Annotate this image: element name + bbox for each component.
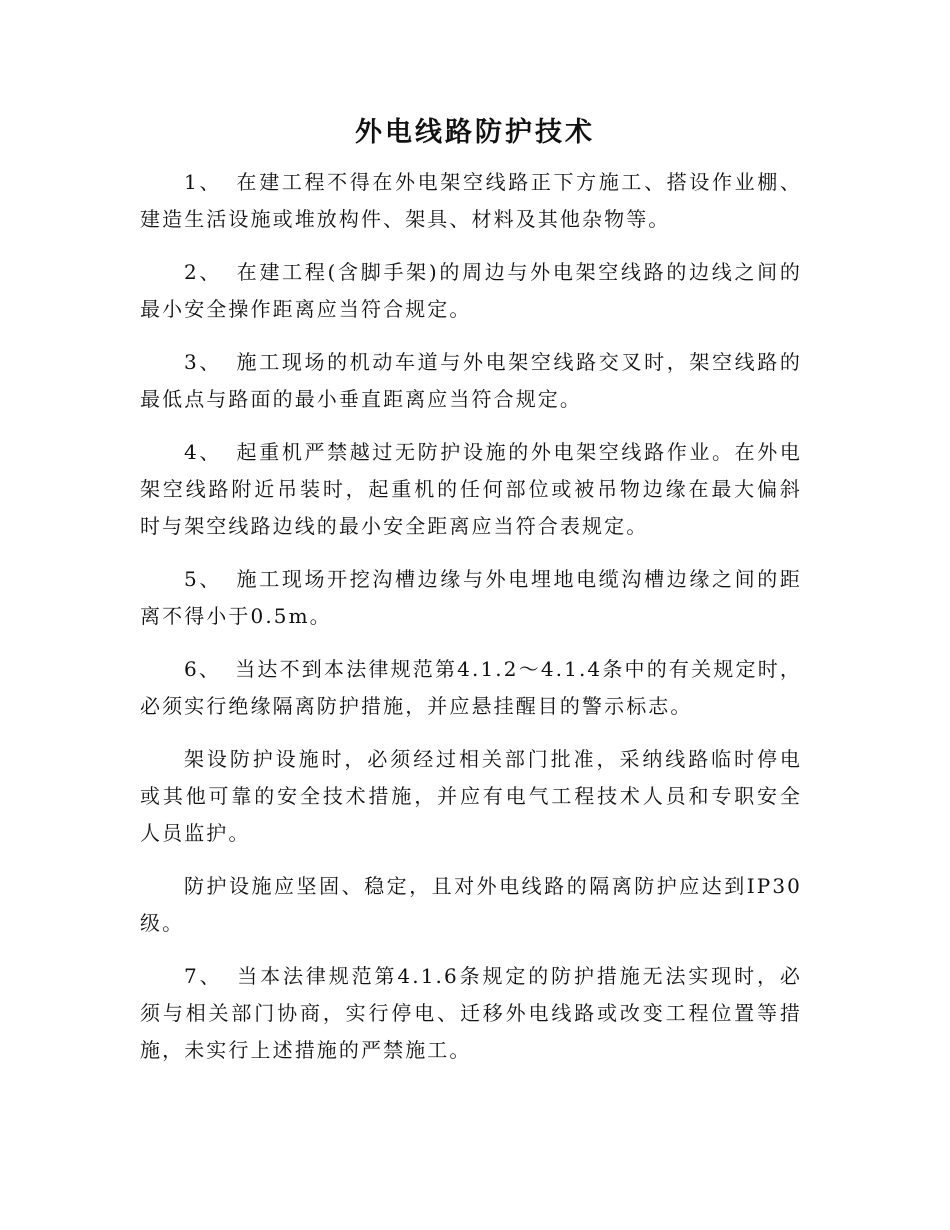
paragraph-number: 4、 (184, 440, 223, 464)
paragraph-5 (140, 561, 802, 635)
paragraph-number: 2、 (184, 260, 223, 284)
paragraph-4 (140, 434, 802, 545)
paragraph-7 (140, 958, 802, 1069)
paragraph-number: 3、 (184, 350, 223, 374)
paragraph-6 (140, 651, 802, 725)
paragraph-text: 在建工程(含脚手架)的周边与外电架空线路的边线之间的最小安全操作距离应当符合规定。 (140, 260, 802, 321)
document-title: 外电线路防护技术 (355, 117, 595, 148)
paragraph-text: 施工现场开挖沟槽边缘与外电埋地电缆沟槽边缘之间的距离不得小于0.5m。 (140, 567, 802, 628)
paragraph-text: 架设防护设施时，必须经过相关部门批准，采纳线路临时停电或其他可靠的安全技术措施，并应有电气工程技术人员和专职安全人员监护。 (140, 747, 802, 845)
paragraph-number: 1、 (184, 170, 223, 194)
paragraph-text: 施工现场的机动车道与外电架空线路交叉时，架空线路的最低点与路面的最小垂直距离应当符合规定。 (140, 350, 802, 411)
paragraph-text: 在建工程不得在外电架空线路正下方施工、搭设作业棚、建造生活设施或堆放构件、架具、材料及其他杂物等。 (140, 170, 802, 231)
paragraph-text: 防护设施应坚固、稳定，且对外电线路的隔离防护应达到IP30级。 (140, 874, 802, 935)
paragraph-text: 当本法律规范第4.1.6条规定的防护措施无法实现时，必须与相关部门协商，实行停电、迁移外电线路或改变工程位置等措施，未实行上述措施的严禁施工。 (140, 964, 802, 1062)
paragraph-6-sub-1 (140, 741, 802, 852)
paragraph-number: 5、 (184, 567, 223, 591)
paragraph-2 (140, 254, 802, 328)
paragraph-text: 当达不到本法律规范第4.1.2～4.1.4条中的有关规定时，必须实行绝缘隔离防护措施，并应悬挂醒目的警示标志。 (140, 657, 802, 718)
paragraph-6-sub-2 (140, 868, 802, 942)
paragraph-3 (140, 344, 802, 418)
paragraph-1 (140, 164, 802, 238)
paragraph-number: 7、 (184, 964, 223, 988)
paragraph-number: 6、 (184, 657, 222, 681)
paragraph-text: 起重机严禁越过无防护设施的外电架空线路作业。在外电架空线路附近吊装时，起重机的任何部位或被吊物边缘在最大偏斜时与架空线路边线的最小安全距离应当符合表规定。 (140, 440, 802, 538)
document-body (140, 164, 802, 1085)
